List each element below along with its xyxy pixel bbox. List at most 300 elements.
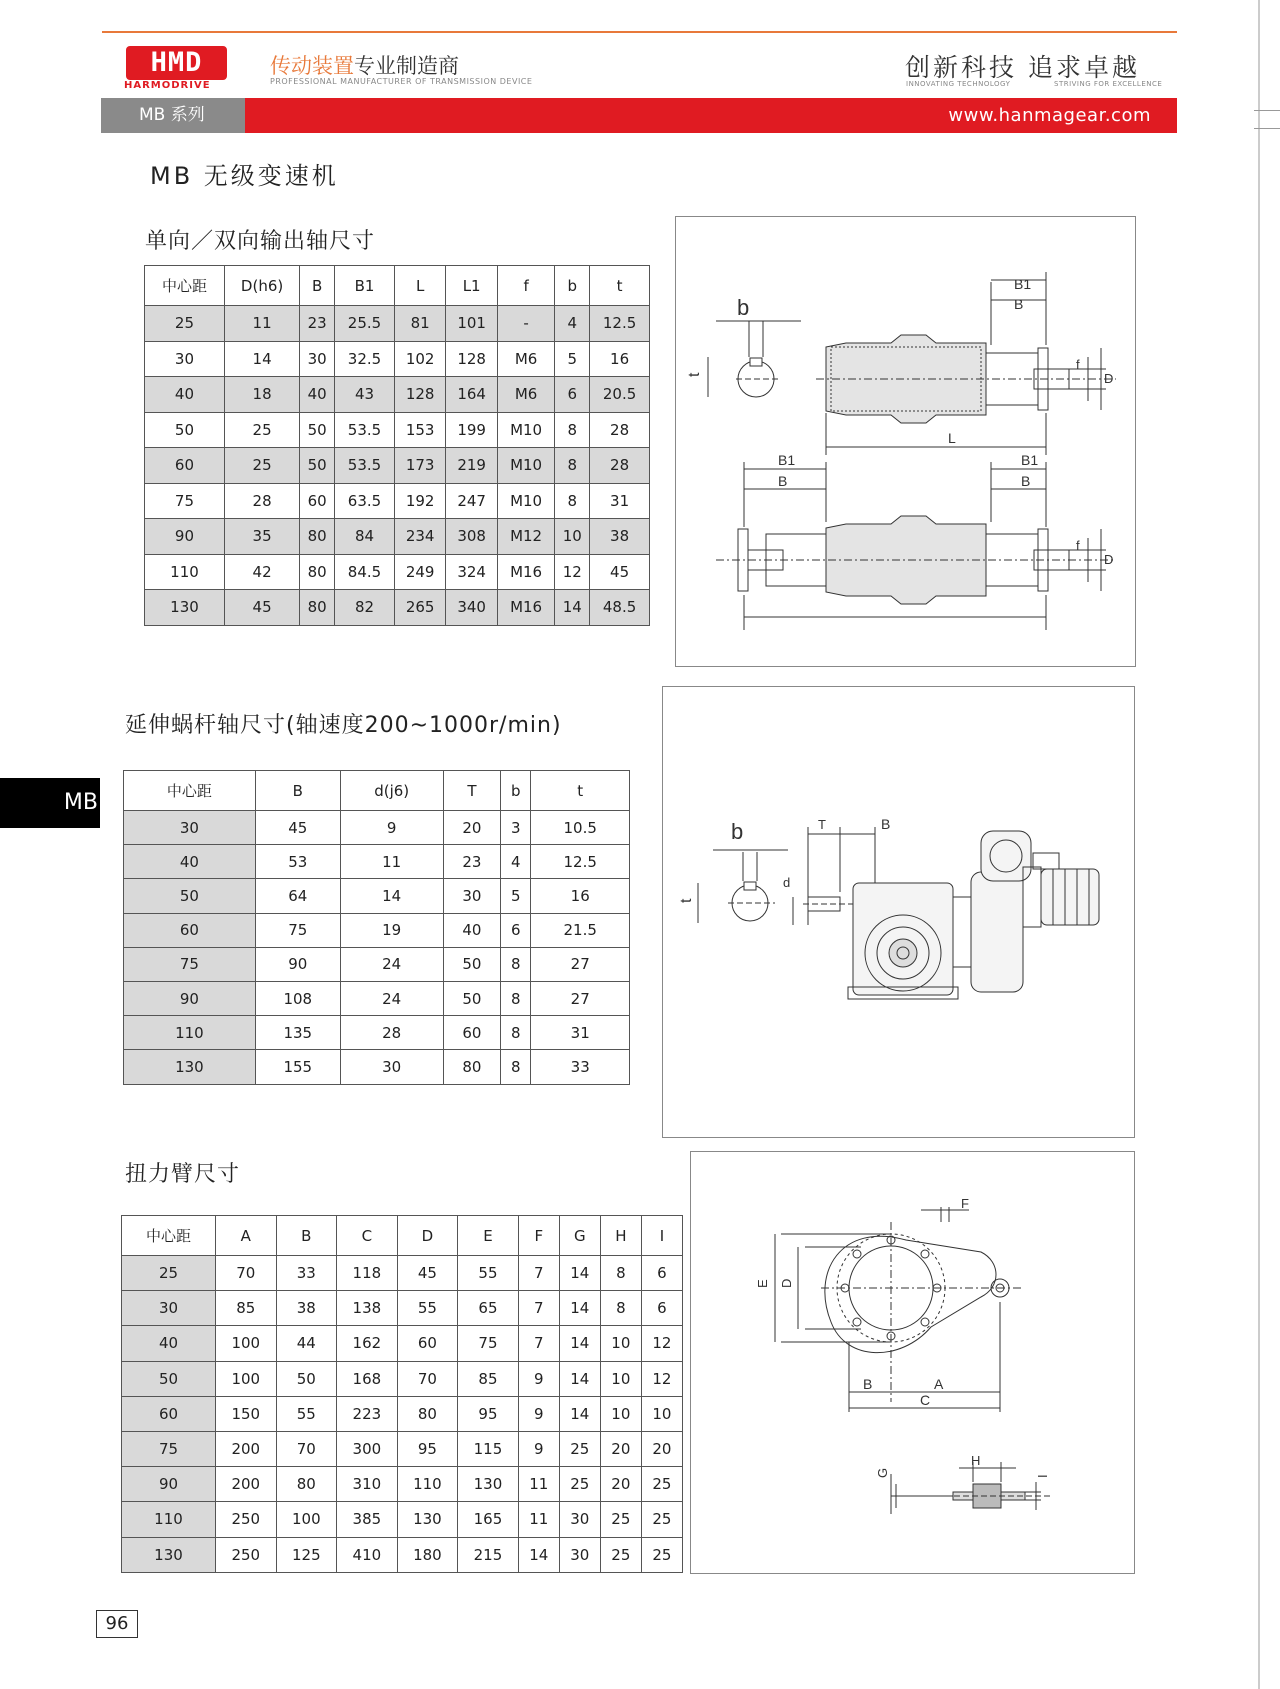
table-cell: 38 [276,1291,337,1326]
table-cell: 90 [255,947,340,981]
table-cell: 45 [255,811,340,845]
table-cell: 6 [641,1256,682,1291]
table-cell: 4 [555,306,590,342]
label-b: b [731,819,744,844]
label-b1: B1 [1014,276,1032,292]
table-cell: 70 [216,1256,277,1291]
table-cell: 27 [531,981,630,1015]
table-cell: 8 [600,1291,641,1326]
table-cell: 8 [501,947,531,981]
table-cell: 85 [216,1291,277,1326]
table-cell: 110 [124,1016,256,1050]
worm-shaft-drawing [662,686,1135,1138]
table-cell: 30 [443,879,501,913]
table-cell: 130 [122,1537,216,1572]
table-cell: 20.5 [590,377,650,413]
table-cell: 25 [224,448,299,484]
table-cell: 40 [124,845,256,879]
section-title-worm-shaft: 延伸蜗杆轴尺寸(轴速度200~1000r/min) [125,713,562,738]
table-row [122,1361,683,1396]
table-cell: 9 [518,1431,559,1466]
table-row [124,879,630,913]
table-cell: 40 [122,1326,216,1361]
label-b1-left: B1 [778,452,796,468]
table-cell: 8 [501,981,531,1015]
table-cell: 28 [590,412,650,448]
table-cell: 82 [335,590,395,626]
table-cell: 50 [300,412,335,448]
table-cell: 162 [337,1326,398,1361]
table-cell: 30 [124,811,256,845]
table-cell: 60 [397,1326,458,1361]
label-f: f [1076,357,1080,372]
label-b1-right: B1 [1021,452,1039,468]
label-t: t [678,898,695,903]
series-label: MB 系列 [139,105,205,125]
table-cell: 102 [394,341,446,377]
table-row [124,981,630,1015]
table-cell: 200 [216,1467,277,1502]
table-cell: 11 [224,306,299,342]
table-cell: 10 [555,519,590,555]
page-edge [1258,0,1260,1689]
website-band [245,98,1177,133]
table-cell: 14 [559,1256,600,1291]
table-cell: 12.5 [590,306,650,342]
table-cell: 11 [340,845,443,879]
table-cell: 70 [276,1431,337,1466]
table-cell: 75 [255,913,340,947]
table-cell: M6 [497,377,554,413]
table-row [122,1502,683,1537]
table-cell: 30 [300,341,335,377]
table-cell: 8 [600,1256,641,1291]
table-row [122,1291,683,1326]
label-l: L [948,430,956,446]
table-cell: 168 [337,1361,398,1396]
table-cell: 135 [255,1016,340,1050]
table-cell: 153 [394,412,446,448]
table-cell: 6 [555,377,590,413]
table-cell: 48.5 [590,590,650,626]
torque-arm-drawing [690,1151,1135,1574]
table-cell: 14 [518,1537,559,1572]
table-cell: 31 [531,1016,630,1050]
table-cell: 8 [501,1016,531,1050]
table-cell: 12 [641,1361,682,1396]
label-d: d [783,875,791,890]
label-b: B [863,1376,873,1392]
label-g: G [875,1467,890,1478]
table-cell: 199 [446,412,498,448]
table-cell: 25 [600,1537,641,1572]
table-cell: 340 [446,590,498,626]
label-t: t [686,372,703,377]
table-cell: 100 [216,1326,277,1361]
table-cell: 25 [641,1467,682,1502]
table-cell: 95 [458,1396,519,1431]
table-header-cell: C [337,1216,398,1256]
table-row [145,448,650,484]
table-header-cell: t [531,771,630,811]
table-cell: 30 [122,1291,216,1326]
table-cell: 100 [216,1361,277,1396]
table-cell: 128 [446,341,498,377]
table-cell: 60 [145,448,225,484]
table-cell: 7 [518,1326,559,1361]
table-row [145,483,650,519]
table-cell: 100 [276,1502,337,1537]
table-row [122,1537,683,1572]
label-f-lower: f [1076,538,1080,553]
table-header-cell: L1 [446,266,498,306]
table-cell: 16 [590,341,650,377]
table-cell: 8 [555,483,590,519]
table-cell: 44 [276,1326,337,1361]
table-cell: 215 [458,1537,519,1572]
table-cell: 7 [518,1256,559,1291]
label-e: E [755,1279,770,1288]
label-d: D [1104,371,1114,386]
table-cell: 30 [145,341,225,377]
table-cell: 165 [458,1502,519,1537]
table-cell: 7 [518,1291,559,1326]
table-cell: 118 [337,1256,398,1291]
table-header-cell: d(j6) [340,771,443,811]
table-cell: 30 [559,1537,600,1572]
table-header-cell: b [555,266,590,306]
table-cell: 310 [337,1467,398,1502]
header-rule [102,31,1177,33]
table-row [122,1326,683,1361]
table-cell: 38 [590,519,650,555]
table-cell: 84.5 [335,554,395,590]
table-cell: 11 [518,1467,559,1502]
table-header-cell: 中心距 [122,1216,216,1256]
table-cell: 25 [641,1502,682,1537]
table-cell: 40 [145,377,225,413]
label-b: b [737,295,750,320]
table-cell: 53.5 [335,412,395,448]
table-cell: 410 [337,1537,398,1572]
table-cell: 125 [276,1537,337,1572]
page-title: MB 无级变速机 [150,162,339,190]
table-row [124,845,630,879]
table-cell: 385 [337,1502,398,1537]
table-row [145,554,650,590]
table-cell: 14 [559,1326,600,1361]
table-cell: 80 [276,1467,337,1502]
motto-en-2: STRIVING FOR EXCELLENCE [1054,80,1163,88]
label-b-right: B [1021,473,1031,489]
table-cell: 81 [394,306,446,342]
table-cell: 20 [600,1431,641,1466]
table-cell: 85 [458,1361,519,1396]
side-tab [0,778,100,828]
table-cell: 10 [641,1396,682,1431]
table-cell: 324 [446,554,498,590]
table-cell: 53.5 [335,448,395,484]
table-cell: 6 [641,1291,682,1326]
table-cell: 45 [224,590,299,626]
table-cell: 75 [458,1326,519,1361]
table-cell: 80 [300,554,335,590]
section-title-torque-arm: 扭力臂尺寸 [125,1162,241,1187]
table-cell: 128 [394,377,446,413]
table-cell: 90 [124,981,256,1015]
table-cell: 9 [340,811,443,845]
table-cell: 110 [122,1502,216,1537]
label-d: D [779,1278,794,1288]
table-cell: 155 [255,1050,340,1084]
table-cell: 75 [122,1431,216,1466]
table-cell: 12.5 [531,845,630,879]
table-row [124,947,630,981]
table-cell: 27 [531,947,630,981]
table-cell: 50 [122,1361,216,1396]
label-t-upper: T [818,817,826,832]
table-cell: 90 [145,519,225,555]
table-cell: 20 [641,1431,682,1466]
website-link[interactable]: www.hanmagear.com [948,105,1151,126]
table-cell: 5 [555,341,590,377]
motto: 创新科技 追求卓越 [905,53,1140,82]
table-header-cell: E [458,1216,519,1256]
table-cell: 55 [458,1256,519,1291]
table-cell: 24 [340,947,443,981]
table-header-row [145,266,650,306]
table-header-cell: F [518,1216,559,1256]
table-header-cell: f [497,266,554,306]
label-c: C [920,1392,931,1408]
table-cell: 308 [446,519,498,555]
table-cell: 43 [335,377,395,413]
table-cell: 60 [300,483,335,519]
table-cell: 64 [255,879,340,913]
label-i: I [1035,1474,1050,1478]
table-cell: 10 [600,1396,641,1431]
table-cell: 101 [446,306,498,342]
table-cell: 138 [337,1291,398,1326]
table-cell: 6 [501,913,531,947]
table-cell: 14 [559,1291,600,1326]
table-cell: 75 [145,483,225,519]
table-cell: 40 [300,377,335,413]
table-cell: 25 [559,1467,600,1502]
table-row [145,412,650,448]
table-row [122,1256,683,1291]
table-cell: 23 [443,845,501,879]
table-cell: 84 [335,519,395,555]
table-cell: 55 [397,1291,458,1326]
table-cell: 50 [443,981,501,1015]
section-title-output-shaft: 单向／双向输出轴尺寸 [145,229,376,254]
table-cell: 4 [501,845,531,879]
table-cell: 247 [446,483,498,519]
table-cell: 31 [590,483,650,519]
table-cell: 10 [600,1361,641,1396]
label-f: F [961,1196,969,1211]
table-cell: 80 [443,1050,501,1084]
table-cell: 60 [122,1396,216,1431]
table-cell: 12 [555,554,590,590]
table-cell: 11 [518,1502,559,1537]
table-cell: 14 [224,341,299,377]
label-a: A [934,1376,944,1392]
table-cell: - [497,306,554,342]
table-row [124,913,630,947]
table-cell: M16 [497,590,554,626]
table-cell: 249 [394,554,446,590]
table-header-cell: L [394,266,446,306]
table-cell: 55 [276,1396,337,1431]
page-number: 96 [96,1610,138,1638]
table-cell: 95 [397,1431,458,1466]
table-cell: 10.5 [531,811,630,845]
table-cell: 130 [397,1502,458,1537]
crop-mark [1254,110,1280,111]
table-row [145,306,650,342]
table-cell: 25 [145,306,225,342]
side-tab-label: MB [63,790,98,815]
table-cell: 65 [458,1291,519,1326]
table-header-cell: B [276,1216,337,1256]
label-b-top: B [1014,296,1024,312]
table-cell: 60 [124,913,256,947]
table-cell: 300 [337,1431,398,1466]
slogan-cn: 传动装置专业制造商 [270,54,459,78]
motto-en-1: INNOVATING TECHNOLOGY [906,80,1011,88]
table-cell: 24 [340,981,443,1015]
table-cell: 9 [518,1361,559,1396]
table-cell: 14 [340,879,443,913]
table-header-cell: t [590,266,650,306]
table-cell: 63.5 [335,483,395,519]
table-row [124,1016,630,1050]
table-header-cell: T [443,771,501,811]
table-row [145,341,650,377]
table-header-cell: 中心距 [124,771,256,811]
table-cell: 19 [340,913,443,947]
output-shaft-drawing [675,216,1136,667]
label-b-left: B [778,473,788,489]
table-row [145,519,650,555]
table-cell: 28 [590,448,650,484]
logo-text: HMD [150,47,203,78]
table-row [145,377,650,413]
table-cell: 265 [394,590,446,626]
table-cell: 8 [555,412,590,448]
table-cell: M10 [497,412,554,448]
table-cell: 8 [555,448,590,484]
table-cell: 110 [145,554,225,590]
table-cell: 14 [559,1396,600,1431]
table-header-cell: I [641,1216,682,1256]
table-row [122,1396,683,1431]
table-cell: 45 [397,1256,458,1291]
table-cell: 223 [337,1396,398,1431]
table-cell: 130 [458,1467,519,1502]
label-h: H [971,1453,981,1468]
table-cell: 20 [600,1467,641,1502]
table-header-cell: B [300,266,335,306]
table-cell: 18 [224,377,299,413]
output-shaft-table [144,265,650,626]
slogan-en: PROFESSIONAL MANUFACTURER OF TRANSMISSION DEVICE [270,77,533,86]
table-cell: M16 [497,554,554,590]
table-cell: 180 [397,1537,458,1572]
table-cell: 130 [145,590,225,626]
table-cell: 90 [122,1467,216,1502]
table-cell: 10 [600,1326,641,1361]
label-d-lower: D [1104,552,1114,567]
table-cell: 60 [443,1016,501,1050]
table-cell: 50 [443,947,501,981]
table-row [124,1050,630,1084]
table-header-cell: B1 [335,266,395,306]
table-cell: 219 [446,448,498,484]
worm-shaft-table [123,770,630,1085]
table-header-row [124,771,630,811]
table-header-cell: H [600,1216,641,1256]
table-header-cell: 中心距 [145,266,225,306]
table-cell: 250 [216,1502,277,1537]
table-header-cell: D(h6) [224,266,299,306]
table-cell: 45 [590,554,650,590]
table-cell: 50 [145,412,225,448]
table-cell: 5 [501,879,531,913]
logo-subtext: HARMODRIVE [124,80,211,91]
table-header-cell: G [559,1216,600,1256]
table-cell: 164 [446,377,498,413]
table-cell: 115 [458,1431,519,1466]
crop-mark [1254,128,1280,129]
table-cell: 192 [394,483,446,519]
table-cell: 35 [224,519,299,555]
series-band [101,98,245,133]
table-cell: 25 [224,412,299,448]
table-cell: 150 [216,1396,277,1431]
label-b-upper: B [881,816,891,832]
table-cell: 50 [276,1361,337,1396]
table-cell: 50 [124,879,256,913]
table-cell: M10 [497,448,554,484]
table-header-cell: B [255,771,340,811]
table-cell: 173 [394,448,446,484]
table-cell: 21.5 [531,913,630,947]
table-cell: 32.5 [335,341,395,377]
table-row [122,1467,683,1502]
table-cell: 80 [397,1396,458,1431]
table-cell: 25 [600,1502,641,1537]
table-row [124,811,630,845]
table-cell: 80 [300,519,335,555]
table-cell: 40 [443,913,501,947]
table-cell: 250 [216,1537,277,1572]
table-cell: M6 [497,341,554,377]
table-cell: 30 [340,1050,443,1084]
table-cell: 14 [555,590,590,626]
table-header-cell: A [216,1216,277,1256]
table-cell: 28 [224,483,299,519]
table-cell: 42 [224,554,299,590]
table-cell: 8 [501,1050,531,1084]
table-cell: 70 [397,1361,458,1396]
table-row [145,590,650,626]
table-cell: 108 [255,981,340,1015]
table-cell: 75 [124,947,256,981]
table-cell: 16 [531,879,630,913]
